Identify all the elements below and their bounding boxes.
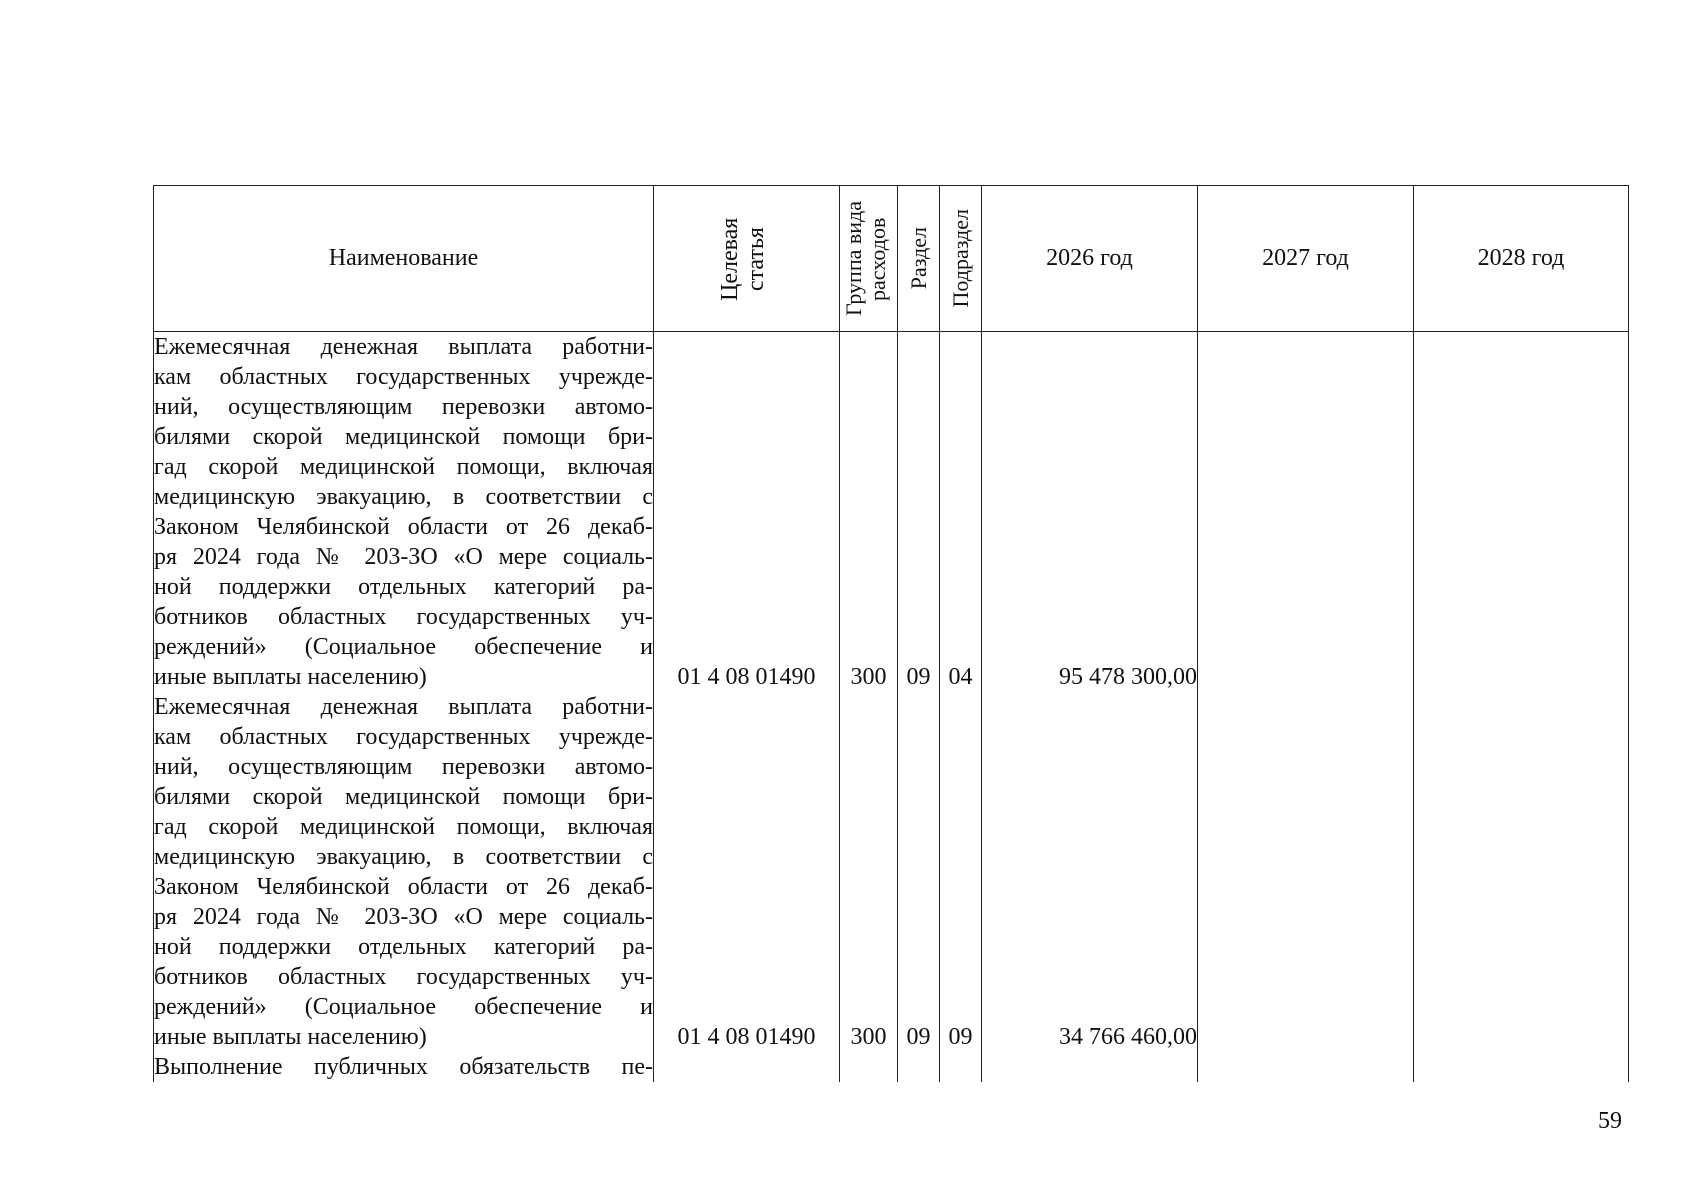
header-section — [898, 186, 940, 332]
name-line: Ежемесячная денежная выплата работни- — [154, 694, 653, 720]
cell-name — [154, 1052, 654, 1082]
name-line: кам областных государственных учрежде- — [154, 364, 653, 390]
name-line: гад скорой медицинской помощи, включая — [154, 814, 653, 840]
name-line: ботников областных государственных уч- — [154, 964, 653, 990]
cell-subsection — [940, 1052, 982, 1082]
page-number: 59 — [1598, 1108, 1622, 1134]
cell-amount-2028 — [1414, 692, 1629, 1052]
table-row — [154, 692, 1629, 1052]
cell-amount-2028 — [1414, 1052, 1629, 1082]
header-name: Наименование — [154, 186, 654, 332]
cell-section: 09 — [898, 332, 940, 693]
budget-table — [153, 185, 1629, 1082]
name-line: ря 2024 года № 203-ЗО «О мере социаль- — [154, 544, 653, 570]
header-year-2027: 2027 год — [1198, 186, 1414, 332]
header-subsection-label: Подраздел — [947, 209, 973, 308]
name-line: Ежемесячная денежная выплата работни- — [154, 334, 653, 360]
header-subsection — [940, 186, 982, 332]
name-line: ботников областных государственных уч- — [154, 604, 653, 630]
cell-amount-2027 — [1198, 692, 1414, 1052]
cell-name — [154, 332, 654, 693]
cell-subsection: 09 — [940, 692, 982, 1052]
cell-amount-2028 — [1414, 332, 1629, 693]
name-line: ний, осуществляющим перевозки автомо- — [154, 754, 653, 780]
name-line: Законом Челябинской области от 26 декаб- — [154, 874, 653, 900]
name-line: ной поддержки отдельных категорий ра- — [154, 574, 653, 600]
name-line: ря 2024 года № 203-ЗО «О мере социаль- — [154, 904, 653, 930]
header-target-article — [654, 186, 840, 332]
cell-amount-2026: 95 478 300,00 — [982, 332, 1198, 693]
cell-expense-group: 300 — [840, 692, 898, 1052]
cell-amount-2027 — [1198, 332, 1414, 693]
name-line: Законом Челябинской области от 26 декаб- — [154, 514, 653, 540]
table-header — [154, 186, 1629, 332]
name-line: гад скорой медицинской помощи, включая — [154, 454, 653, 480]
cell-amount-2027 — [1198, 1052, 1414, 1082]
cell-target-article — [654, 1052, 840, 1082]
name-line: ний, осуществляющим перевозки автомо- — [154, 394, 653, 420]
name-line: медицинскую эвакуацию, в соответствии с — [154, 484, 653, 510]
name-line: реждений» (Социальное обеспечение и — [154, 994, 653, 1020]
name-line: ной поддержки отдельных категорий ра- — [154, 934, 653, 960]
table-row — [154, 332, 1629, 693]
name-line: иные выплаты населению) — [154, 664, 427, 690]
cell-subsection: 04 — [940, 332, 982, 693]
cell-target-article: 01 4 08 01490 — [654, 692, 840, 1052]
name-line: билями скорой медицинской помощи бри- — [154, 424, 653, 450]
cell-expense-group: 300 — [840, 332, 898, 693]
header-year-2026: 2026 год — [982, 186, 1198, 332]
cell-amount-2026 — [982, 1052, 1198, 1082]
header-expense-group-label: Группа вида расходов — [840, 201, 890, 316]
cell-amount-2026: 34 766 460,00 — [982, 692, 1198, 1052]
header-expense-group — [840, 186, 898, 332]
header-year-2028: 2028 год — [1414, 186, 1629, 332]
name-line: кам областных государственных учрежде- — [154, 724, 653, 750]
header-target-article-label: Целевая статья — [716, 216, 769, 301]
name-line: реждений» (Социальное обеспечение и — [154, 634, 653, 660]
name-line: Выполнение публичных обязательств пе- — [154, 1054, 653, 1080]
header-section-label: Раздел — [905, 227, 931, 290]
name-line: билями скорой медицинской помощи бри- — [154, 784, 653, 810]
cell-section: 09 — [898, 692, 940, 1052]
table-row — [154, 1052, 1629, 1082]
cell-expense-group — [840, 1052, 898, 1082]
cell-name — [154, 692, 654, 1052]
cell-target-article: 01 4 08 01490 — [654, 332, 840, 693]
cell-section — [898, 1052, 940, 1082]
table-body — [154, 332, 1629, 1083]
name-line: иные выплаты населению) — [154, 1024, 427, 1050]
name-line: медицинскую эвакуацию, в соответствии с — [154, 844, 653, 870]
